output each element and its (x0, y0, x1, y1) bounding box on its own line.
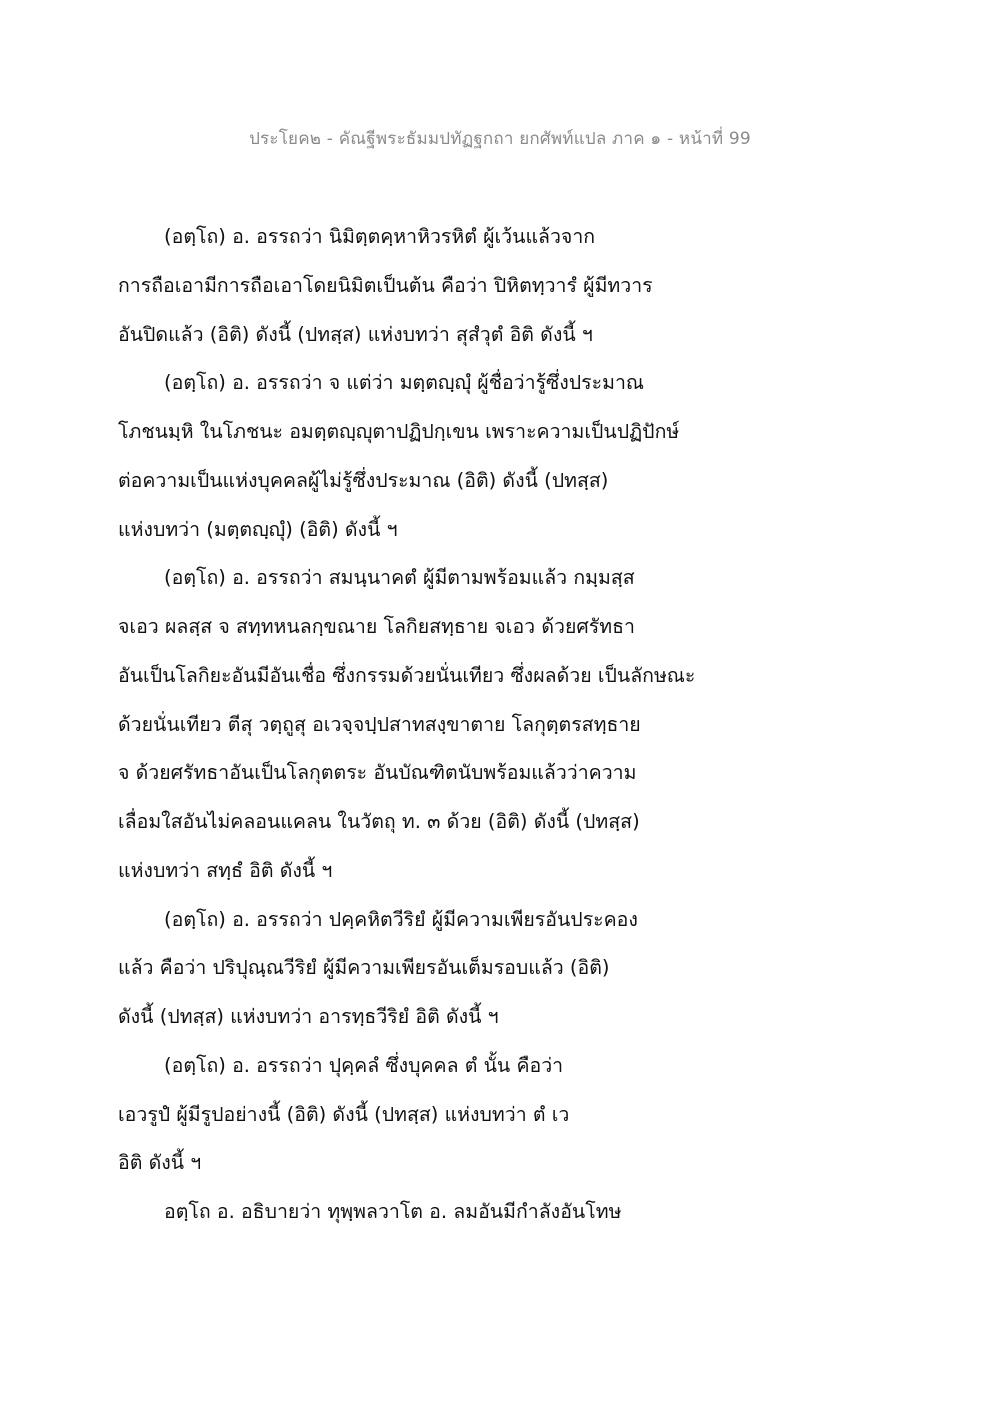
text-line: (อตฺโถ) อ. อรรถว่า สมนฺนาคตํ ผู้มีตามพร้อมแล้ว กมฺมสฺส (164, 566, 635, 590)
text-line: อตฺโถ อ. อธิบายว่า ทุพฺพลวาโต อ. ลมอันมีกำลังอันโทษ (164, 1200, 622, 1223)
text-line: แห่งบทว่า สทฺธํ อิติ ดังนี้ ฯ (118, 858, 333, 882)
text-line: การถือเอามีการถือเอาโดยนิมิตเป็นต้น คือว่า ปิหิตทฺวารํ ผู้มีทวาร (118, 273, 653, 297)
text-line: ด้วยนั่นเทียว ตีสุ วตฺถูสุ อเวจฺจปฺปสาทสงฺขาตาย โลกุตฺตรสทฺธาย (118, 712, 641, 736)
text-line: (อตฺโถ) อ. อรรถว่า นิมิตฺตคฺหาหิวรหิตํ ผู้เว้นแล้วจาก (164, 225, 596, 248)
page-header: ประโยค๒ - คัณฐีพระธัมมปทัฏฐกถา ยกศัพท์แปล ภาค ๑ - หน้าที่ 99 (249, 129, 751, 149)
text-line: ต่อความเป็นแห่งบุคคลผู้ไม่รู้ซึ่งประมาณ (อิติ) ดังนี้ (ปทสฺส) (118, 468, 609, 492)
body-text (118, 213, 758, 1237)
text-line: เอวรูปํ ผู้มีรูปอย่างนี้ (อิติ) ดังนี้ (ปทสฺส) แห่งบทว่า ตํ เว (118, 1102, 570, 1126)
text-line: จ ด้วยศรัทธาอันเป็นโลกุตตระ อันบัณฑิตนับพร้อมแล้วว่าความ (118, 761, 637, 785)
text-line: อิติ ดังนี้ ฯ (118, 1151, 202, 1175)
text-line: จเอว ผลสฺส จ สทฺทหนลกฺขณาย โลกิยสทฺธาย จเอว ด้วยศรัทธา (118, 615, 635, 638)
text-line: (อตฺโถ) อ. อรรถว่า ปคฺคหิตวีริยํ ผู้มีความเพียรอันประคอง (164, 907, 638, 931)
text-line: (อตฺโถ) อ. อรรถว่า จ แต่ว่า มตฺตญฺญุํ ผู้ชื่อว่ารู้ซึ่งประมาณ (164, 371, 645, 395)
text-line: แล้ว คือว่า ปริปุณฺณวีริยํ ผู้มีความเพียรอันเต็มรอบแล้ว (อิติ) (118, 956, 610, 980)
text-line: เลื่อมใสอันไม่คลอนแคลน ในวัตถุ ท. ๓ ด้วย (อิติ) ดังนี้ (ปทสฺส) (118, 810, 640, 833)
text-line: โภชนมฺหิ ในโภชนะ อมตฺตญฺญุตาปฏิปกฺเขน เพราะความเป็นปฏิปักษ์ (118, 420, 680, 443)
text-line: อันปิดแล้ว (อิติ) ดังนี้ (ปทสฺส) แห่งบทว่า สุสํวุตํ อิติ ดังนี้ ฯ (118, 322, 593, 346)
text-line: ดังนี้ (ปทสฺส) แห่งบทว่า อารทฺธวีริยํ อิติ ดังนี้ ฯ (118, 1005, 499, 1028)
text-line: แห่งบทว่า (มตฺตญฺญุํ) (อิติ) ดังนี้ ฯ (118, 517, 398, 541)
text-line: (อตฺโถ) อ. อรรถว่า ปุคฺคลํ ซึ่งบุคคล ตํ นั้น คือว่า (164, 1053, 564, 1077)
text-line: อันเป็นโลกิยะอันมีอันเชื่อ ซึ่งกรรมด้วยนั่นเทียว ซึ่งผลด้วย เป็นลักษณะ (118, 663, 696, 687)
